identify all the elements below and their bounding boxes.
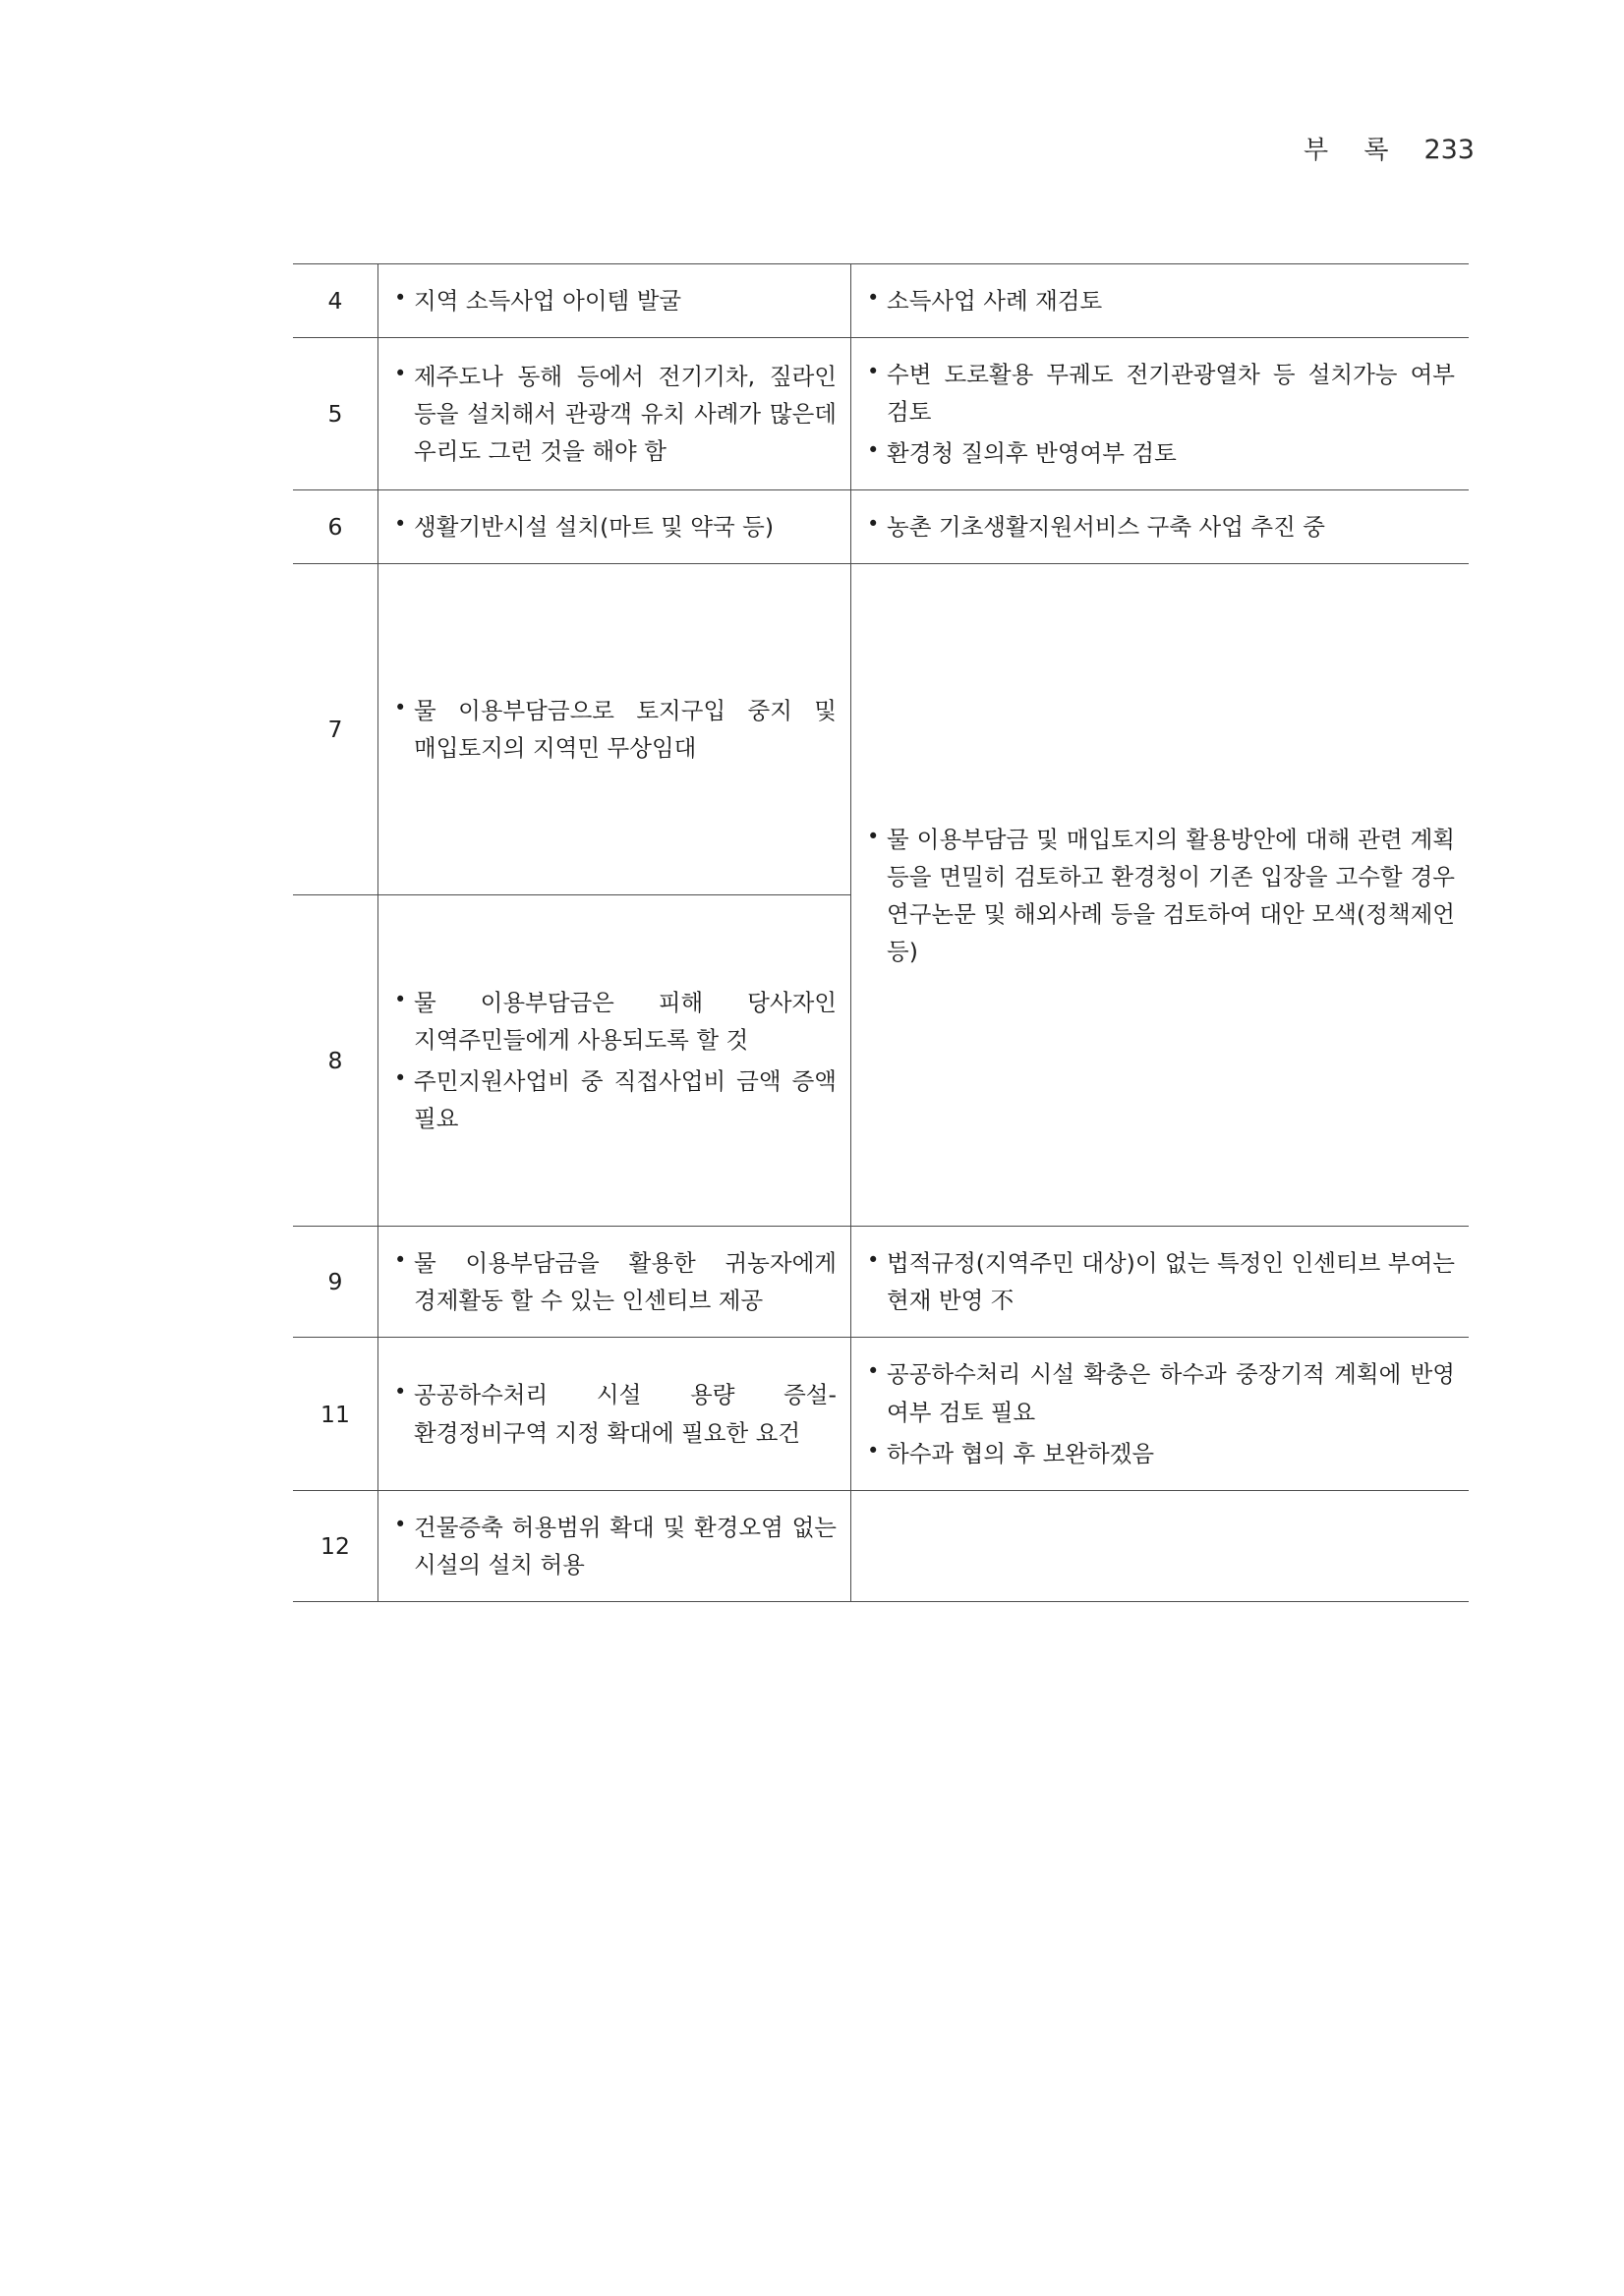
row-opinion — [378, 338, 851, 490]
bullet-item: • 건물증축 허용범위 확대 및 환경오염 없는 시설의 설치 허용 — [392, 1509, 837, 1583]
row-opinion — [378, 490, 851, 564]
row-response — [851, 1227, 1470, 1338]
table-row — [293, 1227, 1469, 1338]
row-opinion — [378, 895, 851, 1227]
bullet-item: • 소득사업 사례 재검토 — [865, 282, 1455, 319]
row-response-merged — [851, 564, 1470, 1227]
bullet-item: • 법적규정(지역주민 대상)이 없는 특정인 인센티브 부여는 현재 반영 不 — [865, 1244, 1455, 1319]
row-number: 12 — [293, 1490, 378, 1601]
row-response — [851, 1338, 1470, 1490]
bullet-item: • 환경청 질의후 반영여부 검토 — [865, 434, 1455, 472]
bullet-item: • 주민지원사업비 중 직접사업비 금액 증액 필요 — [392, 1062, 837, 1137]
bullet-item: • 수변 도로활용 무궤도 전기관광열차 등 설치가능 여부 검토 — [865, 356, 1455, 430]
row-number: 9 — [293, 1227, 378, 1338]
row-response-empty — [851, 1490, 1470, 1601]
row-number: 8 — [293, 895, 378, 1227]
page-number: 233 — [1423, 135, 1475, 165]
row-opinion — [378, 1338, 851, 1490]
bullet-item: • 제주도나 동해 등에서 전기기차, 짚라인 등을 설치해서 관광객 유치 사례가 많은데 우리도 그런 것을 해야 함 — [392, 358, 837, 470]
table-row — [293, 264, 1469, 338]
header-label: 부 록 — [1303, 136, 1403, 165]
row-opinion — [378, 1227, 851, 1338]
row-opinion — [378, 564, 851, 895]
bullet-item: • 하수과 협의 후 보완하겠음 — [865, 1435, 1455, 1472]
bullet-item: • 물 이용부담금은 피해 당사자인 지역주민들에게 사용되도록 할 것 — [392, 984, 837, 1059]
bullet-item: • 물 이용부담금으로 토지구입 중지 및 매입토지의 지역민 무상임대 — [392, 692, 837, 767]
row-opinion — [378, 1490, 851, 1601]
row-number: 5 — [293, 338, 378, 490]
row-number: 6 — [293, 490, 378, 564]
bullet-item: • 생활기반시설 설치(마트 및 약국 등) — [392, 508, 837, 545]
row-number: 11 — [293, 1338, 378, 1490]
bullet-item: • 물 이용부담금 및 매입토지의 활용방안에 대해 관련 계획 등을 면밀히 검토하고 환경청이 기존 입장을 고수할 경우 연구논문 및 해외사례 등을 검토하여 대안 모색(정책제언 등) — [865, 821, 1455, 970]
row-response — [851, 490, 1470, 564]
row-opinion — [378, 264, 851, 338]
table-row — [293, 490, 1469, 564]
table-row — [293, 1490, 1469, 1601]
bullet-item: • 물 이용부담금을 활용한 귀농자에게 경제활동 할 수 있는 인센티브 제공 — [392, 1244, 837, 1319]
bullet-item: • 공공하수처리 시설 확충은 하수과 중장기적 계획에 반영 여부 검토 필요 — [865, 1355, 1455, 1430]
table-row — [293, 564, 1469, 895]
bullet-item: • 농촌 기초생활지원서비스 구축 사업 추진 중 — [865, 508, 1455, 545]
row-number: 7 — [293, 564, 378, 895]
bullet-item: • 공공하수처리 시설 용량 증설-환경정비구역 지정 확대에 필요한 요건 — [392, 1376, 837, 1451]
minutes-table — [293, 263, 1469, 1602]
row-number: 4 — [293, 264, 378, 338]
row-response — [851, 338, 1470, 490]
bullet-item: • 지역 소득사업 아이템 발굴 — [392, 282, 837, 319]
minutes-table-wrapper — [293, 263, 1455, 1602]
page-header — [1304, 130, 1475, 166]
table-row — [293, 338, 1469, 490]
table-row — [293, 1338, 1469, 1490]
row-response — [851, 264, 1470, 338]
